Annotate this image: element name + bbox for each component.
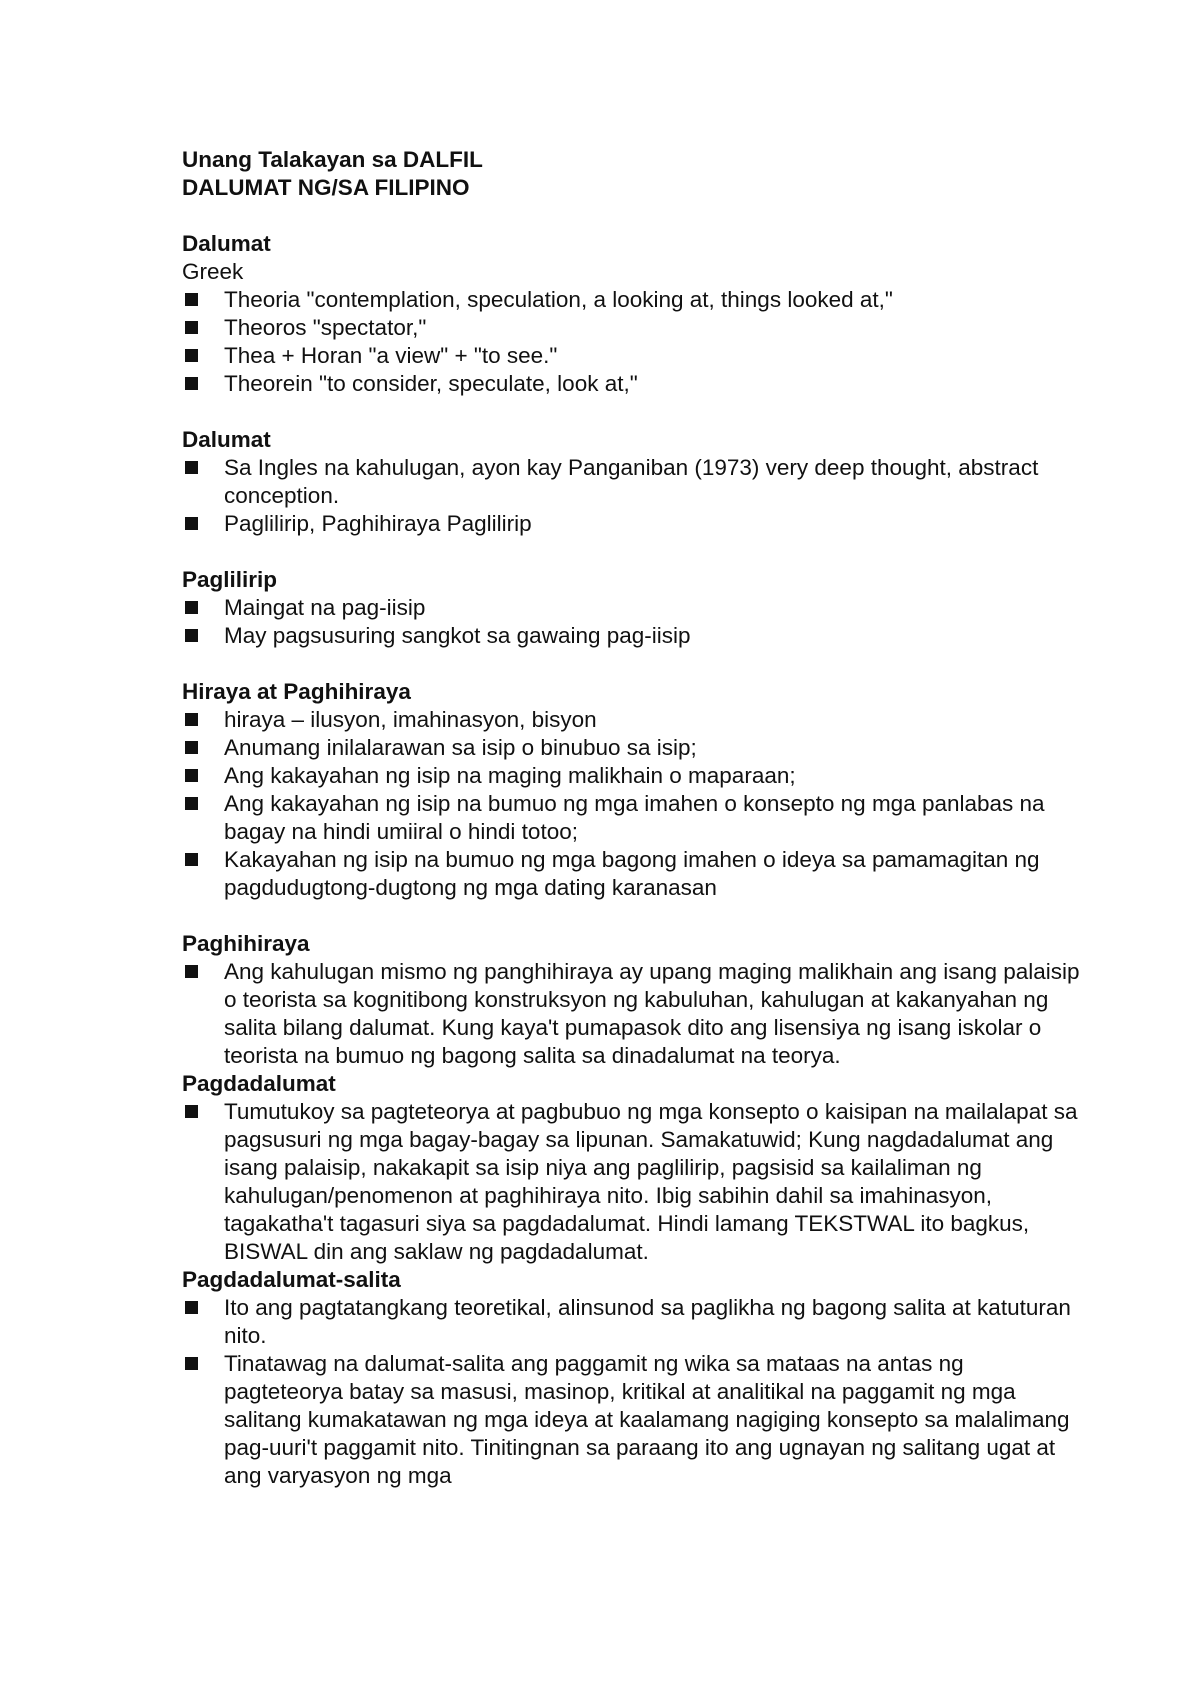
- bullet-item: [182, 1294, 1082, 1350]
- section: [182, 930, 1082, 1070]
- square-bullet-icon: [185, 1301, 198, 1314]
- bullet-item: [182, 510, 1082, 538]
- bullet-text: hiraya – ilusyon, imahinasyon, bisyon: [224, 707, 597, 732]
- bullet-list: [182, 706, 1082, 902]
- bullet-item: [182, 734, 1082, 762]
- square-bullet-icon: [185, 293, 198, 306]
- bullet-text: Tumutukoy sa pagteteorya at pagbubuo ng mga konsepto o kaisipan na mailalapat sa pagsusuri ng mga bagay-bagay sa lipunan. Samakatuwid; Kung nagdadalumat ang isang palaisip, nakakapit sa isip niya ang paglilirip, pagsisid sa kailaliman ng kahulugan/penomenon at paghihiraya nito. Ibig sabihin dahil sa imahinasyon, tagakatha't tagasuri siya sa pagdadalumat. Hindi lamang TEKSTWAL ito bagkus, BISWAL din ang saklaw ng pagdadalumat.: [224, 1099, 1078, 1264]
- bullet-text: Sa Ingles na kahulugan, ayon kay Panganiban (1973) very deep thought, abstract conception.: [224, 455, 1039, 508]
- bullet-text: Theorein "to consider, speculate, look at,": [224, 371, 638, 396]
- bullet-list: [182, 1098, 1082, 1266]
- square-bullet-icon: [185, 517, 198, 530]
- square-bullet-icon: [185, 349, 198, 362]
- bullet-item: [182, 342, 1082, 370]
- section: [182, 1070, 1082, 1266]
- section-subtext: Greek: [182, 259, 244, 284]
- square-bullet-icon: [185, 853, 198, 866]
- bullet-text: Theoria "contemplation, speculation, a looking at, things looked at,": [224, 287, 893, 312]
- bullet-item: [182, 622, 1082, 650]
- bullet-item: [182, 1350, 1082, 1490]
- bullet-item: [182, 370, 1082, 398]
- section-heading: Pagdadalumat-salita: [182, 1267, 401, 1292]
- bullet-item: [182, 286, 1082, 314]
- section: [182, 678, 1082, 902]
- document-title: [182, 146, 1082, 202]
- square-bullet-icon: [185, 601, 198, 614]
- section-heading: Hiraya at Paghihiraya: [182, 679, 411, 704]
- section-heading: Dalumat: [182, 231, 271, 256]
- bullet-item: [182, 762, 1082, 790]
- section: [182, 230, 1082, 398]
- bullet-item: [182, 1098, 1082, 1266]
- bullet-text: Maingat na pag-iisip: [224, 595, 426, 620]
- bullet-text: Tinatawag na dalumat-salita ang paggamit ng wika sa mataas na antas ng pagteteorya batay sa masusi, masinop, kritikal at analitikal na paggamit ng mga salitang kumakatawan ng mga ideya at kaalamang nagiging konsepto sa malalimang pag-uuri't paggamit nito. Tinitingnan sa paraang ito ang ugnayan ng salitang ugat at ang varyasyon ng mga: [224, 1351, 1070, 1488]
- document-body: [182, 230, 1082, 1490]
- section-heading: Paglilirip: [182, 567, 278, 592]
- bullet-item: [182, 594, 1082, 622]
- bullet-text: Anumang inilalarawan sa isip o binubuo sa isip;: [224, 735, 697, 760]
- square-bullet-icon: [185, 741, 198, 754]
- section: [182, 1266, 1082, 1490]
- square-bullet-icon: [185, 1357, 198, 1370]
- bullet-text: Theoros "spectator,": [224, 315, 427, 340]
- bullet-item: [182, 706, 1082, 734]
- bullet-text: Ang kakayahan ng isip na bumuo ng mga imahen o konsepto ng mga panlabas na bagay na hindi umiiral o hindi totoo;: [224, 791, 1045, 844]
- bullet-item: [182, 846, 1082, 902]
- section: [182, 426, 1082, 538]
- square-bullet-icon: [185, 377, 198, 390]
- title-line: DALUMAT NG/SA FILIPINO: [182, 175, 470, 200]
- square-bullet-icon: [185, 629, 198, 642]
- bullet-item: [182, 790, 1082, 846]
- bullet-item: [182, 958, 1082, 1070]
- section-heading: Paghihiraya: [182, 931, 310, 956]
- square-bullet-icon: [185, 797, 198, 810]
- square-bullet-icon: [185, 1105, 198, 1118]
- bullet-text: Ang kahulugan mismo ng panghihiraya ay upang maging malikhain ang isang palaisip o teorista sa kognitibong konstruksyon ng kabuluhan, kahulugan at kakanyahan ng salita bilang dalumat. Kung kaya't pumapasok dito ang lisensiya ng isang iskolar o teorista na bumuo ng bagong salita sa dinadalumat na teorya.: [224, 959, 1080, 1068]
- bullet-text: Ito ang pagtatangkang teoretikal, alinsunod sa paglikha ng bagong salita at katuturan nito.: [224, 1295, 1071, 1348]
- bullet-text: Paglilirip, Paghihiraya Paglilirip: [224, 511, 532, 536]
- bullet-text: May pagsusuring sangkot sa gawaing pag-iisip: [224, 623, 691, 648]
- square-bullet-icon: [185, 713, 198, 726]
- square-bullet-icon: [185, 965, 198, 978]
- bullet-list: [182, 1294, 1082, 1490]
- section: [182, 566, 1082, 650]
- square-bullet-icon: [185, 769, 198, 782]
- bullet-text: Kakayahan ng isip na bumuo ng mga bagong imahen o ideya sa pamamagitan ng pagdudugtong-dugtong ng mga dating karanasan: [224, 847, 1040, 900]
- bullet-text: Thea + Horan "a view" + "to see.": [224, 343, 558, 368]
- section-heading: Pagdadalumat: [182, 1071, 336, 1096]
- document-page: [182, 146, 1082, 1490]
- bullet-list: [182, 594, 1082, 650]
- bullet-list: [182, 286, 1082, 398]
- square-bullet-icon: [185, 321, 198, 334]
- section-heading: Dalumat: [182, 427, 271, 452]
- bullet-list: [182, 454, 1082, 538]
- bullet-list: [182, 958, 1082, 1070]
- bullet-item: [182, 454, 1082, 510]
- bullet-text: Ang kakayahan ng isip na maging malikhain o maparaan;: [224, 763, 796, 788]
- square-bullet-icon: [185, 461, 198, 474]
- title-line: Unang Talakayan sa DALFIL: [182, 147, 483, 172]
- bullet-item: [182, 314, 1082, 342]
